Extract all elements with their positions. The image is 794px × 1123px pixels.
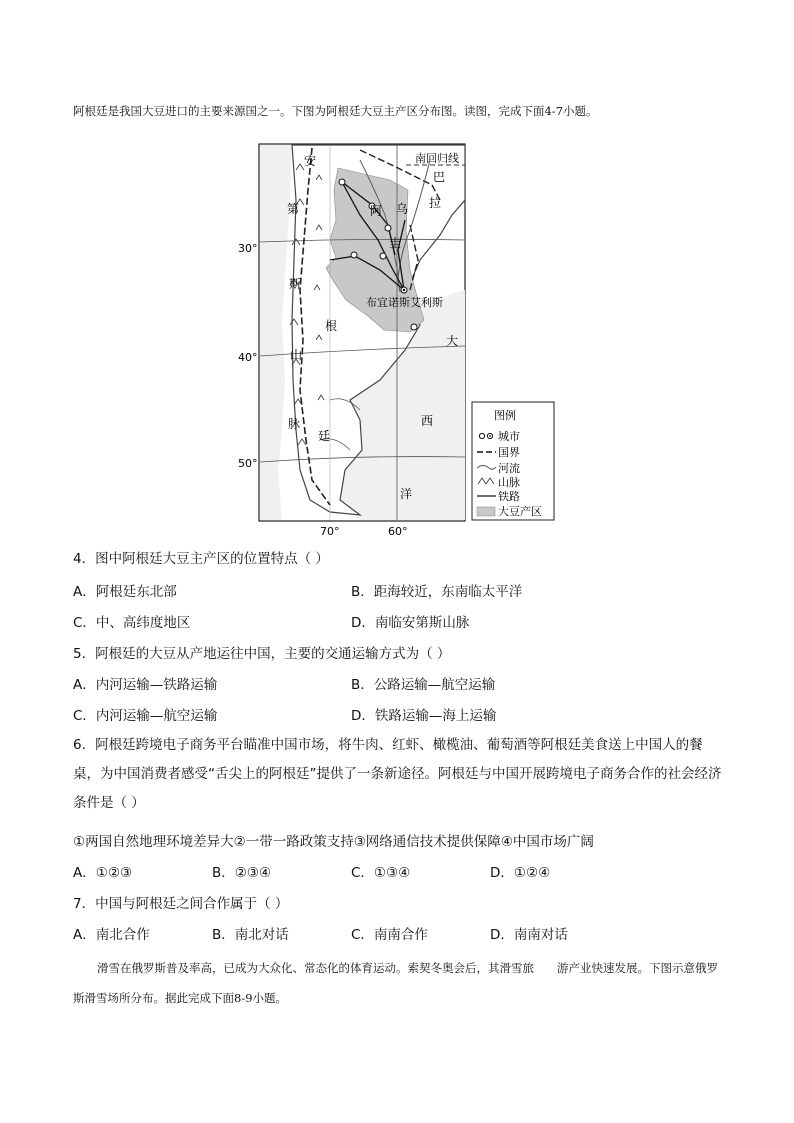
lon-70-label: 70° [320, 525, 340, 538]
q7-option-b: B．南北对话 [212, 927, 289, 943]
map-legend [472, 402, 554, 520]
legend-mountain: 山脉 [498, 476, 520, 489]
q5-option-c: C．内河运输—航空运输 [73, 708, 218, 724]
ocean-char-1: 大 [446, 334, 459, 348]
q7-stem: 7．中国与阿根廷之间合作属于（ ） [73, 896, 289, 912]
q7-option-a: A．南北合作 [73, 927, 150, 943]
argentina-char-3: 廷 [318, 429, 331, 443]
intro-paragraph [73, 100, 733, 122]
q7-option-d: D．南南对话 [490, 927, 568, 943]
q5-stem: 5．阿根廷的大豆从产地运往中国，主要的交通运输方式为（ ） [73, 646, 451, 662]
ocean-char-2: 西 [421, 414, 434, 428]
q6-option-a: A．①②③ [73, 865, 133, 881]
argentina-soybean-map [0, 136, 794, 586]
q6-option-b: B．②③④ [212, 865, 272, 881]
q6-option-c: C．①③④ [351, 865, 411, 881]
intro2-text: 滑雪在俄罗斯普及率高，已成为大众化、常态化的体育运动。索契冬奥会后，其滑雪旅 游产业快速发展。下图示意俄罗斯滑雪场所分布。据此完成下面8-9小题。 [73, 961, 718, 1005]
lon-60-label: 60° [388, 525, 408, 538]
andes-char-4: 山 [290, 348, 303, 362]
q6-option-d: D．①②④ [490, 865, 551, 881]
q4-option-a: A．阿根廷东北部 [73, 584, 177, 600]
legend-railway: 铁路 [498, 490, 520, 503]
lat-30-label: 30° [238, 242, 258, 255]
q5-option-b: B．公路运输—航空运输 [351, 677, 496, 693]
andes-char-1: 安 [304, 154, 317, 168]
legend-river: 河流 [498, 462, 520, 475]
legend-city: 城市 [498, 430, 520, 443]
q4-option-b: B．距海较近，东南临太平洋 [351, 584, 523, 600]
intro-paragraph-2 [73, 953, 725, 1013]
q5-option-a: A．内河运输—铁路运输 [73, 677, 218, 693]
legend-title: 图例 [494, 409, 516, 422]
q4-stem: 4．图中阿根廷大豆主产区的位置特点（ ） [73, 551, 329, 567]
argentina-char-1: 阿 [370, 204, 383, 218]
lat-40-label: 40° [238, 351, 258, 364]
tropic-label: 南回归线 [415, 152, 459, 165]
legend-soybean: 大豆产区 [498, 505, 542, 518]
andes-char-5: 脉 [288, 417, 301, 431]
ocean-char-3: 洋 [400, 487, 413, 501]
andes-char-2: 第 [287, 202, 300, 216]
lat-50-label: 50° [238, 457, 258, 470]
intro-text: 阿根廷是我国大豆进口的主要来源国之一。下图为阿根廷大豆主产区分布图。读图，完成下面4-7小题。 [73, 104, 598, 118]
legend-border: 国界 [498, 446, 520, 459]
uruguay-char-1: 乌 [396, 202, 409, 216]
q6-stem: 6．阿根廷跨境电子商务平台瞄准中国市场，将牛肉、红虾、橄榄油、葡萄酒等阿根廷美食送上中国人的餐桌，为中国消费者感受“舌尖上的阿根廷”提供了一条新途径。阿根廷与中国开展跨境电子商务合作的社会经济条件是（ ） [73, 737, 722, 811]
city-buenos-aires-label: 布宜诺斯艾利斯 [366, 296, 443, 309]
q5-option-d: D．铁路运输—海上运输 [351, 708, 497, 724]
andes-char-3: 斯 [289, 277, 302, 291]
paraguay-char-1: 巴 [433, 170, 446, 184]
argentina-char-2: 根 [325, 319, 338, 333]
uruguay-char-2: 圭 [389, 236, 402, 250]
paraguay-char-2: 拉 [429, 196, 442, 210]
q7-option-c: C．南南合作 [351, 927, 428, 943]
q6-statements: ①两国自然地理环境差异大②一带一路政策支持③网络通信技术提供保障④中国市场广阔 [73, 834, 594, 850]
q4-option-c: C．中、高纬度地区 [73, 615, 191, 631]
q4-option-d: D．南临安第斯山脉 [351, 615, 470, 631]
